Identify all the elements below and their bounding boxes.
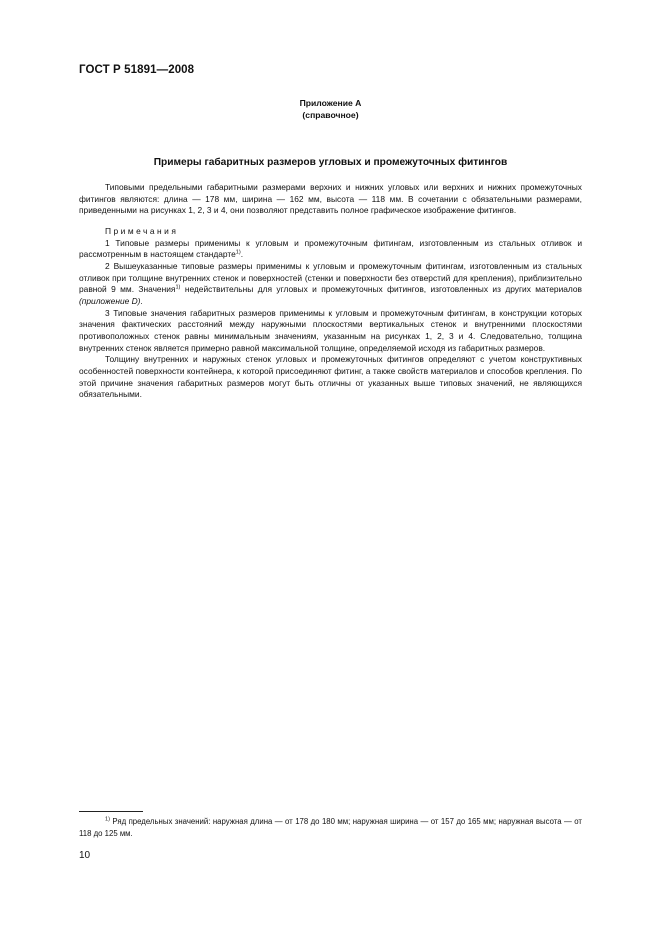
note-2-footnote-mark: 1) — [175, 284, 181, 291]
note-2 — [79, 261, 582, 308]
appendix-kind: (справочное) — [302, 110, 359, 120]
note-1-text: 1 Типовые размеры применимы к угловым и промежуточным фитингам, изготовленным из стальных отливок и рассмотренным в настоящем стандарте — [79, 237, 582, 260]
notes-heading — [79, 226, 582, 238]
note-1-footnote-mark: 1) — [235, 249, 241, 256]
section-title: Примеры габаритных размеров угловых и промежуточных фитингов — [153, 157, 508, 168]
notes-heading-text: Примечания — [105, 225, 179, 236]
note-2-end: . — [140, 295, 143, 306]
footnote-mark: 1) — [105, 816, 110, 823]
footnote — [79, 816, 582, 839]
paragraph-gap — [79, 217, 582, 226]
note-2-appendix-reference: (приложение D) — [79, 295, 141, 306]
standard-designation: ГОСТ Р 51891—2008 — [79, 64, 195, 76]
footnote-text: Ряд предельных значений: наружная длина — от 178 до 180 мм; наружная ширина — от 157 до 165 мм; наружная высота — от 118 до 125 мм. — [79, 817, 582, 838]
footnote-divider — [79, 811, 143, 812]
intro-paragraph: Типовыми предельными габаритными размерами верхних и нижних угловых или верхних и нижних промежуточных фитингов являются: длина — 178 мм, ширина — 162 мм, высота — 118 мм. В сочетании с обязательными размерами, приведенными на рисунках 1, 2, 3 и 4, они позволяют представить полное графическое изображение фитингов. — [79, 182, 582, 216]
appendix-title: Приложение А — [299, 98, 362, 108]
page-number: 10 — [79, 850, 91, 861]
note-1 — [79, 238, 582, 261]
body-text — [79, 182, 582, 401]
note-2-part-1: 2 Вышеуказанные типовые размеры применимы к угловым и промежуточным фитингам, изготовленным из стальных отливок при толщине внутренних стенок и поверхностей (стенки и поверхности без отверстий для крепления), приблизительно равной 9 мм. Значения — [79, 260, 582, 295]
note-1-end: . — [240, 249, 244, 260]
note-2-part-2: недействительны для угловых и промежуточных фитингов, изготовленных из других материалов — [180, 284, 582, 295]
note-3: 3 Типовые значения габаритных размеров применимы к угловым и промежуточным фитингам, в конструкции которых значения фактических расстояний между наружными плоскостями вертикальных стенок и внутренними плоскостями противоположных стенок равны минимальным значениям, указанным на рисунках 1, 2, 3 и 4. Следовательно, толщина внутренних стенок является примерно равной максимальной толщине, определяемой исходя из габаритных размеров. — [79, 307, 582, 353]
closing-paragraph: Толщину внутренних и наружных стенок угловых и промежуточных фитингов определяют с учетом конструктивных особенностей поверхности контейнера, к которой присоединяют фитинг, а также свойств материалов и способов крепления. По этой причине значения габаритных размеров могут быть отличны от указанных выше типовых значений, не являющихся обязательными. — [79, 354, 582, 400]
